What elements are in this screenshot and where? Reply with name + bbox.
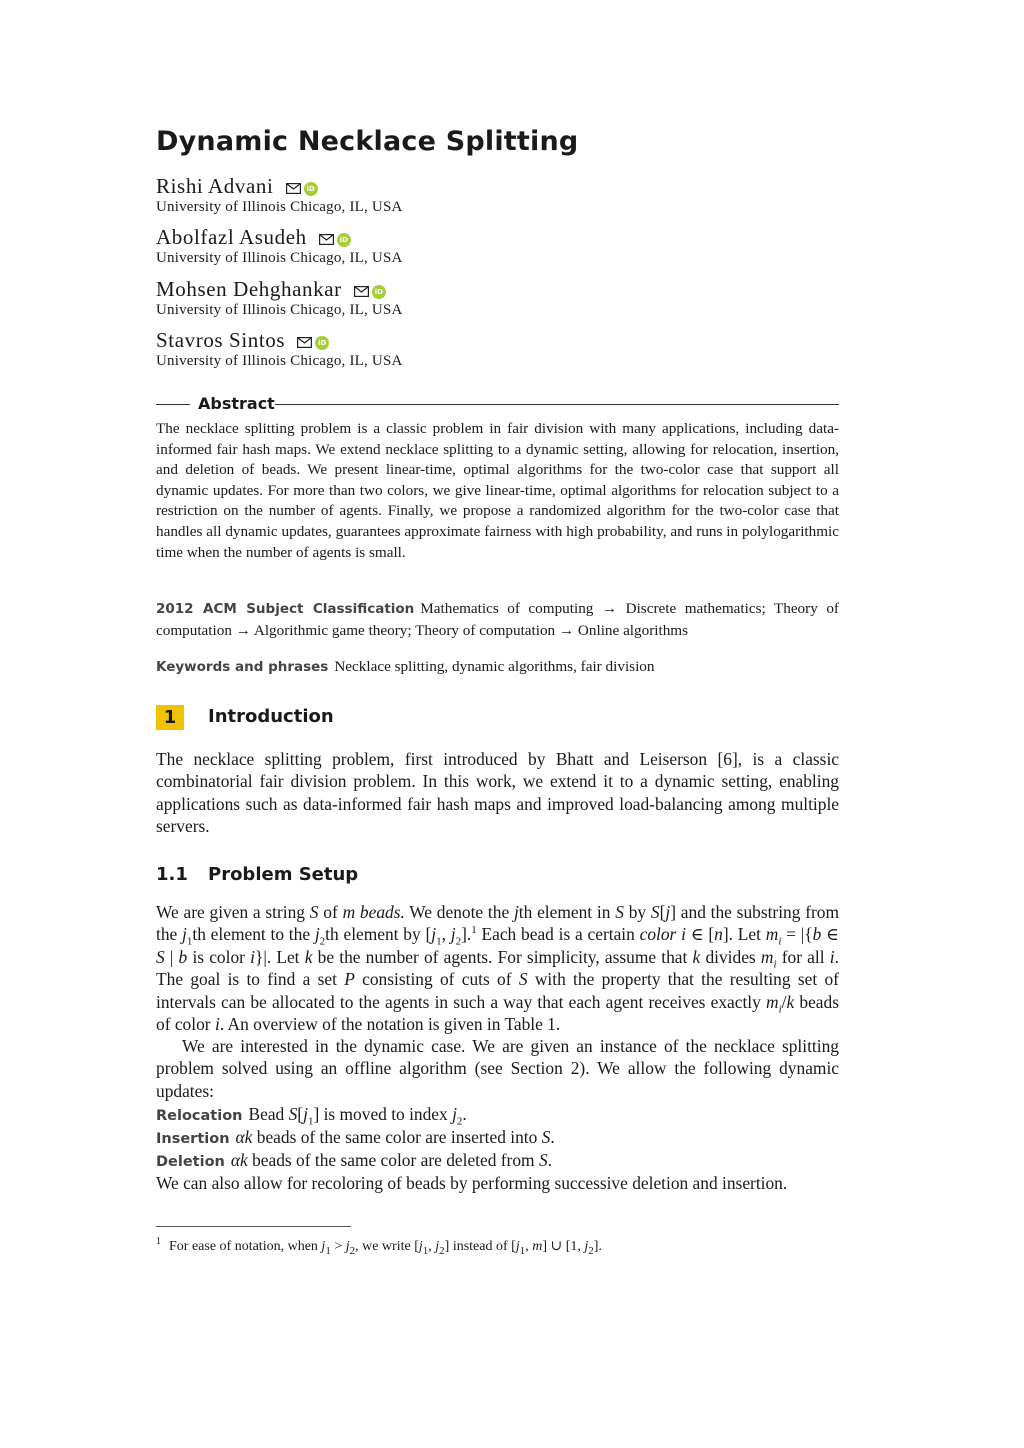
orcid-icon[interactable]: iD [372,285,386,299]
orcid-icon[interactable]: iD [337,233,351,247]
author-affiliation: University of Illinois Chicago, IL, USA [156,353,403,369]
acm-text: Mathematics of computing → Discrete mathematics; Theory of computation → Algorithmic game theory; Theory of computation → Online algorithms [156,600,839,639]
section-number: 1 [156,705,184,730]
acm-label: 2012 ACM Subject Classification [156,601,415,617]
abstract-text: The necklace splitting problem is a classic problem in fair division with many applications, including data-informed fair hash maps. We extend necklace splitting to a dynamic setting, allowing for relocation, insertion, and deletion of beads. We present linear-time, optimal algorithms for the two-color case that support all dynamic updates. For more than two colors, we give linear-time, optimal algorithms for relocation subject to a restriction on the number of agents. Finally, we propose a randomized algorithm for the two-color case that handles all dynamic updates, guarantees approximate fairness with high probability, and runs in polylogarithmic time when the number of agents is small. [156,420,839,561]
author-block [156,277,403,319]
author-affiliation: University of Illinois Chicago, IL, USA [156,302,403,318]
update-item-relocation: Relocation Bead $S[j_1]$ is moved to index $j_2$. [156,1104,467,1128]
subsection-title: Problem Setup [208,864,359,885]
email-icon[interactable] [297,333,312,352]
keywords-label: Keywords and phrases [156,659,329,675]
email-icon[interactable] [354,282,369,301]
keywords [156,656,839,678]
section-title: Introduction [208,706,334,727]
author-block [156,225,403,267]
abstract-heading [156,394,839,414]
author-block [156,328,403,370]
paper-title: Dynamic Necklace Splitting [156,126,579,157]
author-affiliation: University of Illinois Chicago, IL, USA [156,199,403,215]
orcid-icon[interactable]: iD [315,336,329,350]
keywords-text: Necklace splitting, dynamic algorithms, fair division [334,658,655,675]
author-name: Abolfazl Asudeh [156,225,307,249]
author-name: Mohsen Dehghankar [156,277,342,301]
setup-paragraph: We are given a string S of m beads. We denote the jth element in S by S[j] and the substring from the $j_1th$ element to the $j_2th$ element by [$j_1$, $j_2].^1$ Each bead is a certain color i ∈ [n]. Let $m_i = |\{b$ ∈ S | b is color i}|. Let k be the number of agents. For simplicity, assume that k divides $m_i$ for all i. The goal is to find a set P consisting of cuts of S with the property that the resulting set of intervals can be allocated to the agents in such a way that each agent receives exactly $m_i/k$ beads of color i. An overview of the notation is given in Table 1. [156,902,840,1035]
acm-classification [156,598,839,641]
orcid-icon[interactable]: iD [304,182,318,196]
footnote-rule [156,1226,351,1227]
update-item-insertion: Insertion αk beads of the same color are inserted into S. [156,1127,555,1147]
author-name: Stavros Sintos [156,328,286,352]
abstract-label: Abstract [198,394,275,413]
author-block [156,174,403,216]
email-icon[interactable] [286,179,301,198]
dynamic-paragraph: We are interested in the dynamic case. We are given an instance of the necklace splitting problem solved using an offline algorithm (see Section 2). We allow the following dynamic updates: [156,1036,839,1101]
footnote: $^1$ For ease of notation, when $j_1 > j_2$, we write [$j_1$, $j_2$] instead of [$j_1$, m] ∪ [1, $j_2$]. [156,1236,602,1257]
abstract-rule-right [275,404,839,405]
subsection-heading [156,864,358,885]
intro-paragraph: The necklace splitting problem, first introduced by Bhatt and Leiserson [6], is a classic combinatorial fair division problem. In this work, we extend it to a dynamic setting, enabling applications such as data-informed fair hash maps and improved load-balancing among multiple servers. [156,749,839,837]
recolor-sentence: We can also allow for recoloring of beads by performing successive deletion and insertion. [156,1173,788,1193]
author-affiliation: University of Illinois Chicago, IL, USA [156,250,403,266]
subsection-number: 1.1 [156,864,188,885]
abstract-rule-left [156,404,190,405]
update-item-deletion: Deletion αk beads of the same color are deleted from S. [156,1150,552,1170]
email-icon[interactable] [319,230,334,249]
footnote-mark: 1 [156,1236,161,1248]
author-name: Rishi Advani [156,174,274,198]
